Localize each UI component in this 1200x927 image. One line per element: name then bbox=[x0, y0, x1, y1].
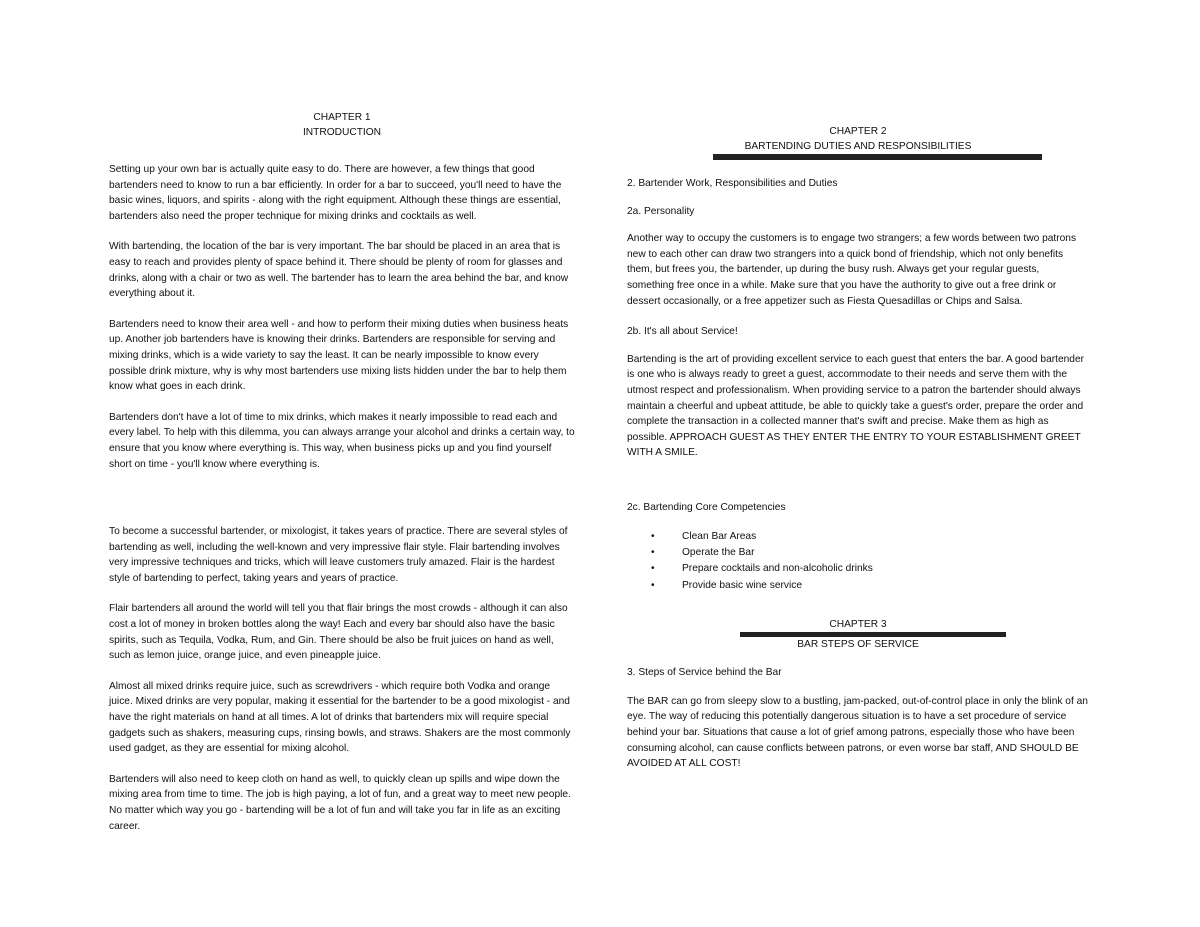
competencies-list bbox=[627, 529, 1089, 595]
section3-heading: 3. Steps of Service behind the Bar bbox=[627, 667, 782, 679]
paragraph: Flair bartenders all around the world will tell you that flair brings the most crowds - although it can also cost a lot of money in broken bottles along the way! Each and every bar should also have the basic spirits, such as Tequila, Vodka, Rum, and Gin. There should be also be fruit juices on hand as well, such as lemon juice, orange juice, and even pineapple juice. bbox=[109, 603, 568, 662]
paragraph: Bartenders will also need to keep cloth on hand as well, to quickly clean up spills and wipe down the mixing area from time to time. The job is high paying, a lot of fun, and a great way to meet new people. No matter which way you go - bartending will be a lot of fun and will take you far in life as an exciting career. bbox=[109, 773, 571, 832]
list-item bbox=[627, 545, 1089, 561]
section2b-text: Bartending is the art of providing excellent service to each guest that enters the bar. A good bartender is one who is always ready to greet a guest, accommodate to their needs and serve them with the utmost respect and professionalism. When providing service to a patron the bartender should always maintain a cheerful and upbeat attitude, be able to quickly take a guest's order, prepare the order and complete the transaction in a collected manner that's swift and precise. Make them as high as possible. APPROACH GUEST AS THEY ENTER THE ENTRY TO YOUR ESTABLISHMENT GREET WITH A SMILE. bbox=[627, 353, 1085, 459]
chapter3-title: CHAPTER 3 bbox=[829, 619, 887, 631]
list-item bbox=[627, 578, 1089, 594]
paragraph: With bartending, the location of the bar is very important. The bar should be placed in an area that is easy to reach and provides plenty of space behind it. There should be plenty of room for glasses and drinks, along with a chair or two as well. The bartender has to learn the area behind the bar, and know everything about it. bbox=[109, 241, 569, 300]
list-item-label: Clean Bar Areas bbox=[682, 530, 757, 542]
list-item bbox=[627, 561, 1089, 577]
chapter2-subtitle: BARTENDING DUTIES AND RESPONSIBILITIES bbox=[744, 141, 972, 152]
chapter3-subtitle: BAR STEPS OF SERVICE bbox=[797, 639, 919, 651]
paragraph: To become a successful bartender, or mixologist, it takes years of practice. There are several styles of bartending as well, including the well-known and very impressive flair style. Flair bartending involves very impressive techniques and tricks, which will leave customers truly amazed. Flair is the hardest style of bartending to perfect, taking years and years of practice. bbox=[109, 526, 568, 584]
section3-text: The BAR can go from sleepy slow to a bustling, jam-packed, out-of-control place in only the blink of an eye. The way of reducing this potentially dangerous situation is to have a set procedure of service behind your bar. Situations that cause a lot of grief among patrons, especially those who have been consuming alcohol, can cause conflicts between patrons, or even worse bar staff, AND SHOULD BE AVOIDED AT ALL COST! bbox=[627, 695, 1088, 770]
right-page bbox=[627, 124, 1089, 787]
section2c-heading: 2c. Bartending Core Competencies bbox=[627, 501, 786, 513]
chapter1-subtitle: INTRODUCTION bbox=[302, 127, 382, 138]
chapter1-title: CHAPTER 1 bbox=[313, 112, 371, 123]
bullet-icon: • bbox=[651, 579, 655, 591]
paragraph: Bartenders don't have a lot of time to mix drinks, which makes it nearly impossible to read each and every label. To help with this dilemma, you can always arrange your alcohol and drinks a certain way, to ensure that you know where everything is. This way, when business picks up and you find yourself short on time - you'll know where everything is. bbox=[109, 411, 575, 470]
section2-heading: 2. Bartender Work, Responsibilities and Duties bbox=[627, 178, 838, 189]
list-item-label: Operate the Bar bbox=[682, 546, 755, 558]
section2b-heading: 2b. It's all about Service! bbox=[627, 326, 738, 338]
chapter2-title: CHAPTER 2 bbox=[829, 126, 887, 137]
list-item-label: Provide basic wine service bbox=[682, 579, 803, 591]
list-item bbox=[627, 529, 1089, 545]
list-item-label: Prepare cocktails and non-alcoholic drinks bbox=[682, 563, 873, 575]
section2a-heading: 2a. Personality bbox=[627, 205, 695, 217]
bullet-icon: • bbox=[651, 563, 655, 575]
paragraph: Bartenders need to know their area well - and how to perform their mixing duties when business heats up. Another job bartenders have is knowing their drinks. Bartenders are responsible for serving and mixing drinks, which is a wide variety to say the least. It can be nearly impossible to know every possible drink mixture, why is why most bartenders use mixing lists hidden under the bar to help them know what goes in each drink. bbox=[109, 318, 569, 393]
bullet-icon: • bbox=[651, 530, 655, 542]
left-page bbox=[109, 110, 575, 849]
section2a-text: Another way to occupy the customers is to engage two strangers; a few words between two patrons new to each other can draw two strangers into a quick bond of friendship, which not only benefits them, but frees you, the bartender, up during the busy rush. Always get your regular guests, something free once in a while. Make sure that you have the authority to give out a free drink or dessert occasionally, or a free appetizer such as Fiesta Quesadillas or Chips and Salsa. bbox=[627, 233, 1077, 307]
paragraph: Almost all mixed drinks require juice, such as screwdrivers - which require both Vodka and orange juice. Mixed drinks are very popular, making it essential for the bartender to be a good mixologist - and have the right materials on hand at all times. A lot of drinks that bartenders mix will require special gadgets such as shakers, measuring cups, rinsing bowls, and straws. Shakers are the most commonly used gadget, as they are essential for mixing alcohol. bbox=[109, 680, 571, 755]
bullet-icon: • bbox=[651, 546, 655, 558]
paragraph: Setting up your own bar is actually quite easy to do. There are however, a few things that good bartenders need to know to run a bar efficiently. In order for a bar to succeed, you'll need to have the basic wines, liquors, and spirits - along with the right equipment. Although these things are essential, bartenders also need the proper technique for mixing drinks and cocktails as well. bbox=[109, 164, 562, 222]
